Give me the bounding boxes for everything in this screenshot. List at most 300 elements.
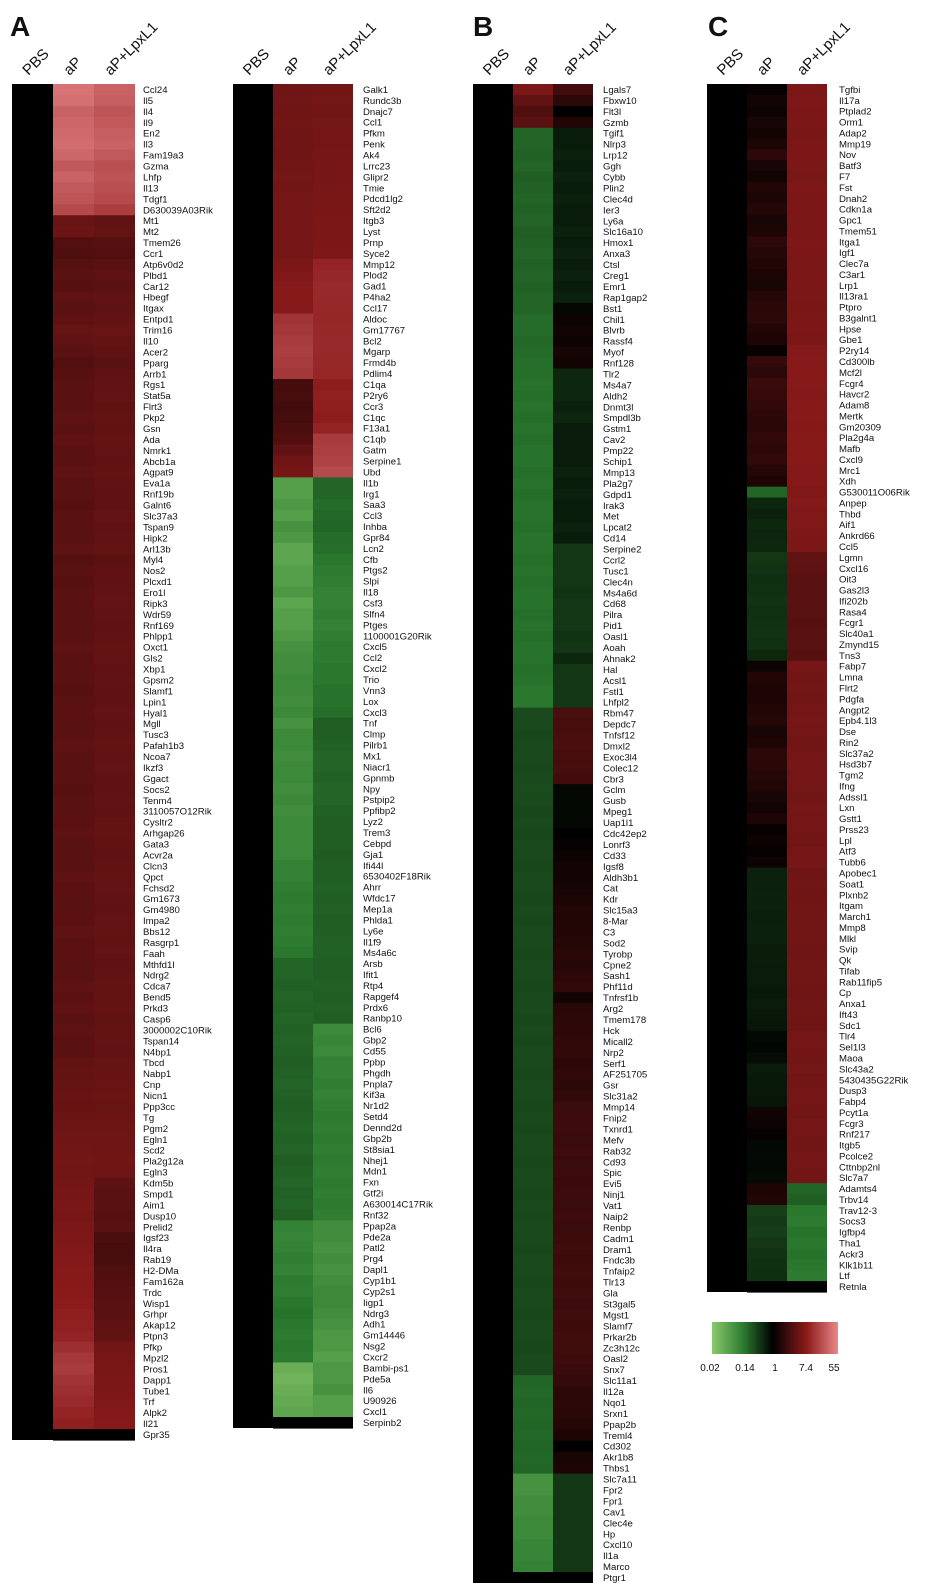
heatmap-cell [553,631,593,643]
heatmap-cell [53,554,94,566]
heatmap-cell [273,1297,313,1309]
gene-label: Pla2g12a [143,1156,184,1168]
heatmap-cell [53,1407,94,1419]
heatmap-cell [553,1145,593,1157]
gene-label: Il4 [143,106,154,118]
heatmap-cell [747,574,787,585]
gene-label: Lpcat2 [603,522,632,534]
gene-label: Ccl2 [363,653,383,665]
heatmap-cell [313,477,353,489]
gene-label: Rassf4 [603,336,633,348]
heatmap-cell [553,489,593,501]
heatmap-cell [747,1238,787,1249]
heatmap-cell [787,117,827,128]
gene-label: Cxcl16 [839,563,869,575]
heatmap-cell [313,466,353,478]
heatmap-cell [53,1320,94,1332]
gene-label: Hpse [839,324,862,336]
heatmap-cell [313,1100,353,1112]
gene-label: Ripk3 [143,598,168,610]
heatmap-cell [747,661,787,672]
heatmap-cell [53,128,94,140]
gene-label: Tgm2 [839,770,864,782]
gene-label: Car12 [143,281,170,293]
heatmap-cell [53,445,94,457]
heatmap-cell [553,1408,593,1420]
heatmap-cell [94,489,135,501]
heatmap-cell [94,445,135,457]
heatmap-cell [553,434,593,446]
heatmap-cell [553,1167,593,1179]
heatmap-cell [513,927,553,939]
heatmap-cell [94,981,135,993]
heatmap-cell [513,1080,553,1092]
heatmap-cell [787,1227,827,1238]
heatmap-cell [94,926,135,938]
heatmap-cell [313,1220,353,1232]
heatmap-cell [94,1014,135,1026]
heatmap-cell [313,139,353,151]
gene-label: Il13ra1 [839,291,869,303]
heatmap-cell [313,1177,353,1189]
heatmap-cell [553,456,593,468]
heatmap-cell [313,1352,353,1364]
heatmap-cell [513,1091,553,1103]
heatmap-cell [53,532,94,544]
heatmap-cell [273,1220,313,1232]
heatmap-cell [313,270,353,282]
heatmap-cell [513,1211,553,1223]
gene-label: Orm1 [839,117,863,129]
gene-label: Gclm [603,785,626,797]
heatmap-cell [747,128,787,139]
gene-label: Marco [603,1562,630,1574]
heatmap-cell [513,741,553,753]
heatmap-cell [313,259,353,271]
gene-label: Apobec1 [839,868,877,880]
heatmap-cell [553,412,593,424]
gene-label: Rab32 [603,1146,632,1158]
heatmap-cell [747,498,787,509]
heatmap-cell [273,281,313,293]
heatmap-cell [747,117,787,128]
gene-label: Ifit1 [363,970,379,982]
heatmap-cell [513,379,553,391]
heatmap-cell [94,795,135,807]
heatmap-cell [747,683,787,694]
gene-label: Socs2 [143,784,170,796]
gene-label: Ikzf3 [143,762,164,774]
gene-label: Iigp1 [363,1297,384,1309]
heatmap-cell [313,303,353,315]
gene-label: Atp6v0d2 [143,259,184,271]
gene-label: Abcb1a [143,456,176,468]
heatmap-cell [53,642,94,654]
heatmap-cell [787,1020,827,1031]
heatmap-cell [787,868,827,879]
heatmap-cell [553,1419,593,1431]
heatmap-cell [273,1133,313,1145]
heatmap-cell [273,849,313,861]
heatmap-cell [747,106,787,117]
heatmap-cell [553,576,593,588]
gene-label: Snx7 [603,1365,625,1377]
heatmap-cell [747,726,787,737]
gene-label: Arl13b [143,544,171,556]
heatmap-cell [787,421,827,432]
gene-label: Socs3 [839,1216,866,1228]
gene-label: N4bp1 [143,1047,172,1059]
heatmap-cell [313,1395,353,1407]
heatmap-cell [94,150,135,162]
gene-label: Pstpip2 [363,795,395,807]
heatmap-cell [273,925,313,937]
gene-label: Lcn2 [363,543,384,555]
heatmap-cell [553,358,593,370]
heatmap-cell [513,576,553,588]
gene-label: Pnpla7 [363,1079,393,1091]
gene-label: Trdc [143,1287,162,1299]
gene-label: Pcolce2 [839,1151,874,1163]
heatmap-cell [513,1430,553,1442]
gene-label: Ms4a7 [603,380,632,392]
heatmap-cell [273,871,313,883]
heatmap-cell [53,1079,94,1091]
heatmap-cell [513,1102,553,1114]
gene-label: Cxcl9 [839,454,863,466]
heatmap-cell [513,303,553,315]
gene-label: Cd55 [363,1046,386,1058]
gene-label: Tnfrsf1b [603,993,639,1005]
gene-label: Pdgfa [839,694,865,706]
heatmap-cell [747,182,787,193]
heatmap-cell [313,936,353,948]
heatmap-cell [273,685,313,697]
heatmap-cell [313,532,353,544]
heatmap-cell [313,1144,353,1156]
heatmap-cell [553,215,593,227]
heatmap-cell [553,937,593,949]
gene-label: Creg1 [603,270,630,282]
gene-label: Il18 [363,587,379,599]
heatmap-cell [787,781,827,792]
heatmap-cell [747,508,787,519]
gene-label: Clmp [363,729,386,741]
gene-label: Clec4d [603,194,633,206]
gene-label: Adap2 [839,128,867,140]
gene-label: Mafb [839,444,861,456]
gene-label: Gls2 [143,653,163,665]
heatmap-cell [553,773,593,785]
heatmap-cell [787,1161,827,1172]
gene-label: Ccl17 [363,303,388,315]
heatmap-cell [273,565,313,577]
heatmap-cell [553,708,593,720]
gene-label: Fabp4 [839,1097,867,1109]
heatmap-cell [273,936,313,948]
gene-label: Ak4 [363,150,380,162]
heatmap-cell [747,1140,787,1151]
heatmap-cell [313,565,353,577]
gene-label: Lgmn [839,552,863,564]
heatmap-cell [553,1200,593,1212]
heatmap-cell [313,805,353,817]
gene-label: C1qc [363,412,386,424]
heatmap-cell [513,128,553,140]
heatmap-cell [747,585,787,596]
heatmap-cell [273,707,313,719]
gene-label: Emr1 [603,281,626,293]
heatmap-cell [94,1003,135,1015]
heatmap-cell [53,828,94,840]
gene-label: Ada [143,434,161,446]
heatmap-cell [787,128,827,139]
heatmap-cell [94,1046,135,1058]
heatmap-cell [53,576,94,588]
gene-label: Tubb6 [839,857,866,869]
heatmap-cell [273,466,313,478]
heatmap-cell [53,1374,94,1386]
heatmap-cell [273,106,313,118]
heatmap-cell [273,445,313,457]
heatmap-cell [513,1288,553,1300]
heatmap-cell [273,532,313,544]
gene-label: Clec4n [603,577,633,589]
gene-label: Sel1l3 [839,1042,866,1054]
heatmap-cell [513,916,553,928]
heatmap-cell [747,1151,787,1162]
gene-label: Aldh2 [603,391,628,403]
heatmap-cell [787,1238,827,1249]
gene-label: Hmox1 [603,238,634,250]
heatmap-cell [53,1342,94,1354]
column-header-1: aP [519,53,545,79]
heatmap-cell [53,904,94,916]
heatmap-cell [53,1112,94,1124]
heatmap-cell [94,1145,135,1157]
heatmap-cell [313,1199,353,1211]
heatmap-cell [313,947,353,959]
heatmap-cell [273,160,313,172]
gene-label: Cxcr2 [363,1352,389,1364]
heatmap-cell [553,204,593,216]
heatmap-cell [553,1342,593,1354]
gene-label: Tlr2 [603,369,620,381]
heatmap-cell [53,226,94,238]
gene-label: Mefv [603,1135,624,1147]
gene-label: Fbxw10 [603,95,637,107]
heatmap-cell [747,878,787,889]
gene-label: Fst [839,182,853,194]
heatmap-cell [787,1216,827,1227]
heatmap-cell [747,138,787,149]
heatmap-cell [313,1133,353,1145]
gene-label: Hal [603,664,618,676]
heatmap-cell [273,980,313,992]
heatmap-cell [94,281,135,293]
heatmap-cell [747,552,787,563]
heatmap-cell [553,325,593,337]
gene-label: Hsd3b7 [839,759,873,771]
heatmap-cell [313,1046,353,1058]
heatmap-cell [53,795,94,807]
heatmap-cell [273,860,313,872]
gene-label: Pde2a [363,1232,391,1244]
gene-label: Aoah [603,642,626,654]
gene-label: Fstl1 [603,686,624,698]
heatmap-cell [513,817,553,829]
gene-label: Slc37a3 [143,511,178,523]
heatmap-cell [94,653,135,665]
heatmap-cell [747,215,787,226]
heatmap-cell [787,389,827,400]
gene-label: Ccl3 [363,511,383,523]
heatmap-cell [747,813,787,824]
heatmap-cell [747,1118,787,1129]
gene-label: Ubd [363,467,381,479]
heatmap-cell [553,248,593,260]
gene-label: Clec7a [839,259,869,271]
heatmap-cell [553,1331,593,1343]
heatmap-cell [513,1375,553,1387]
heatmap-cell [53,161,94,173]
heatmap-cell [553,423,593,435]
gene-label: Gstt1 [839,814,862,826]
heatmap-cell [553,1014,593,1026]
heatmap-cell [787,280,827,291]
gene-label: Mgarp [363,347,391,359]
gene-label: Cxcl2 [363,664,387,676]
heatmap-cell [553,1485,593,1497]
gene-label: Ankrd66 [839,531,875,543]
heatmap-cell [513,1036,553,1048]
gene-label: C3ar1 [839,269,866,281]
heatmap-cell [53,839,94,851]
heatmap-cell [513,1200,553,1212]
heatmap-cell [747,1248,787,1259]
gene-label: Pid1 [603,621,623,633]
heatmap-cell [513,423,553,435]
gene-label: Cpne2 [603,960,632,972]
gene-label: Sft2d2 [363,205,391,217]
heatmap-cell [747,715,787,726]
heatmap-cell [94,1342,135,1354]
heatmap-cell [513,1047,553,1059]
heatmap-cell [747,247,787,258]
gene-label: Qk [839,955,852,967]
heatmap-cell [787,704,827,715]
heatmap-cell [513,358,553,370]
color-scale-gradient [712,1322,838,1354]
heatmap-cell [273,237,313,249]
heatmap-cell [787,400,827,411]
gene-label: Met [603,511,619,523]
gene-label: Mpzl2 [143,1353,169,1365]
heatmap-cell [53,718,94,730]
heatmap-cell [553,839,593,851]
gene-label: Fcgr3 [839,1118,864,1130]
gene-label: Cd302 [603,1441,632,1453]
heatmap-cell [273,346,313,358]
gene-label: P4ha2 [363,292,391,304]
heatmap-cell [513,642,553,654]
heatmap-cell [513,1397,553,1409]
heatmap-cell [94,860,135,872]
gene-label: Bbs12 [143,927,171,938]
heatmap-cell [313,1024,353,1036]
gene-label: Il12a [603,1387,624,1399]
gene-label: Impa2 [143,916,170,928]
gene-label: Cd68 [603,599,626,611]
heatmap-cell [513,193,553,205]
heatmap-cell [553,1255,593,1267]
heatmap-cell [553,336,593,348]
gene-label: Ccl5 [839,542,859,554]
heatmap-cell [747,1205,787,1216]
heatmap-cell [94,161,135,173]
heatmap-cell [553,1102,593,1114]
gene-label: Tmie [363,183,385,195]
heatmap-cell [94,937,135,949]
heatmap-cell [53,292,94,304]
gene-label: Tmem51 [839,226,877,238]
heatmap-cell [513,1156,553,1168]
gene-label: Il17a [839,95,860,107]
heatmap-cell [553,237,593,249]
heatmap-cell [747,421,787,432]
gene-label: Galnt6 [143,500,172,512]
heatmap-cell [273,1035,313,1047]
gene-label: Sdc1 [839,1020,861,1032]
heatmap-cell [94,336,135,348]
heatmap-cell [513,587,553,599]
heatmap-cell [313,685,353,697]
gene-label: Ptgr1 [603,1573,626,1583]
heatmap-cell [313,587,353,599]
heatmap-cell [273,335,313,347]
heatmap-cell [513,948,553,960]
gene-label: Fcgr4 [839,378,864,390]
heatmap-cell [787,922,827,933]
gene-label: Flrt3 [143,402,163,414]
heatmap-cell [273,1209,313,1221]
heatmap-cell [553,1474,593,1486]
gene-label: 6530402F18Rik [363,871,431,883]
heatmap-cell [747,389,787,400]
gene-label: Lpin1 [143,697,167,709]
gene-label: Itgb5 [839,1140,861,1152]
heatmap-cell [747,204,787,215]
color-scale-legend [700,1322,840,1374]
gene-label: Cyp2s1 [363,1286,396,1298]
gene-label: Nrp2 [603,1047,624,1059]
heatmap-cell [94,270,135,282]
heatmap-cell [513,314,553,326]
gene-label: Rasa4 [839,607,867,619]
gene-label: Lyz2 [363,817,383,829]
heatmap-cell [94,751,135,763]
heatmap-cell [53,806,94,818]
heatmap-cell [273,1067,313,1079]
heatmap-cell [513,390,553,402]
gene-label: Mep1a [363,904,393,916]
heatmap-cell [53,510,94,522]
heatmap-cell [747,465,787,476]
heatmap-cell [94,521,135,533]
heatmap-cell [94,882,135,894]
gene-label: Cdc42ep2 [603,829,647,840]
gene-label: Ptpro [839,302,862,314]
